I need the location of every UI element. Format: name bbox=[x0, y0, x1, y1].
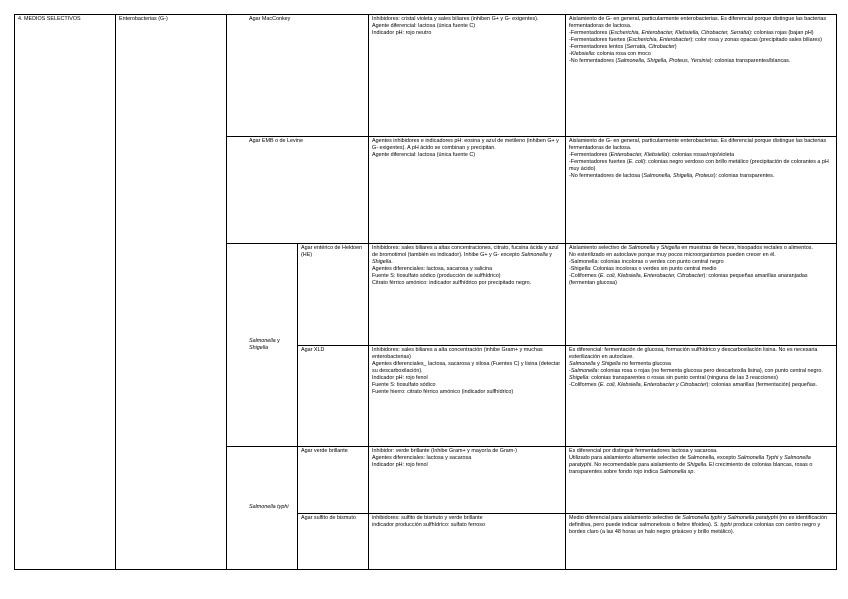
description-line: -Shigella: Colonias incoloras o verdes sin punto central medio bbox=[569, 265, 717, 272]
description-line: -Coliformes (E. coli, Klebsiella, Enterobacter y Citrobacter): colonias amarillas (fermentación) pequeñas. bbox=[569, 382, 818, 389]
group-cell: Enterobacterias (G-) bbox=[116, 15, 227, 570]
composition-cell bbox=[369, 15, 566, 137]
composition-line: Indicador pH: rojo fenol bbox=[372, 461, 428, 468]
description-line: -No fermentadores (Salmonella, Shigella, Proteus, Yersinia): colonias transparentes/blancas. bbox=[569, 58, 791, 64]
description-line: -Klebsiella: colonia rosa con moco bbox=[569, 51, 651, 57]
composition-line: Inhibidores: cristal violeta y sales biliares (inhiben G+ y G- exigentes). bbox=[372, 16, 539, 22]
description-cell bbox=[566, 514, 837, 570]
composition-line: Citrato férrico amónico: indicador sulfhídrico por precipitado negro. bbox=[372, 279, 532, 286]
composition-line: Inhibidores: sales biliares a altas concentraciones, citrato, fucsina ácida y azul de bromotimol (también es indicador). Inhibe G+ y G- excepto Salmonella y Shigella. bbox=[372, 244, 559, 265]
description-line: -Fermentadores lentos (Serratia, Citrobacter) bbox=[569, 44, 677, 50]
description-line: Aislamiento de G- en general, particularmente enterobacterias. Es diferencial porque distingue las bacterias fermentadoras de lactosa. bbox=[569, 16, 827, 29]
description-line: Es diferencial: fermentación de glucosa, formación sulfhídrico y descarboxilación lisina. No es necesaria esterilización en autoclave. bbox=[569, 347, 818, 361]
description-line: Aislamiento de G- en general, particularmente enterobacterias. Es diferencial porque distingue las bacterias fermentadoras de lactosa. bbox=[569, 137, 827, 151]
medium-name: Agar verde brillante bbox=[298, 446, 369, 513]
organism-cell: Salmonella typhi bbox=[227, 446, 298, 569]
description-line: No esterilizado en autoclave porque muy pocos microorganismos pueden crecer en él. bbox=[569, 251, 776, 258]
table-row bbox=[15, 15, 837, 137]
medium-name: Agar MacConkey bbox=[227, 15, 369, 137]
composition-line: Indicador pH: rojo neutro bbox=[372, 30, 432, 36]
description-line: -No fermentadores de lactosa (Salmonella, Shigella, Proteus): colonias transparentes. bbox=[569, 172, 775, 179]
composition-line: Agentes diferenciales_ lactosa, sacarosa y xilosa (Fuentes C) y lisina (detectar su descarboxilación). bbox=[372, 361, 561, 375]
composition-line: Agente diferencial: lactosa (única fuente C) bbox=[372, 151, 476, 158]
composition-line: Fuente S: tiosulfato sódico bbox=[372, 382, 436, 389]
composition-line: indicador producción sulfhídrico: sulfato ferroso bbox=[372, 522, 485, 529]
description-line: Shigella: colonias transparentes o rosas sin punto central (ninguna de las 3 reacciones) bbox=[569, 375, 778, 382]
composition-line: Fuente S: tiosulfato sódico (producción de sulfhídrico) bbox=[372, 272, 501, 279]
composition-line: Agentes diferenciales: lactosa, sacarosa y salicina bbox=[372, 265, 493, 272]
composition-cell bbox=[369, 243, 566, 346]
composition-line: Inhibidor: verde brillante (Inhibe Gram+ y mayoría de Gram-) bbox=[372, 447, 517, 454]
category-cell: 4. MEDIOS SELECTIVOS bbox=[15, 15, 116, 570]
medium-name: Agar entérico de Hektoen (HE) bbox=[298, 243, 369, 346]
description-line: Es diferencial por distinguir fermentadores lactosa y sacarosa. bbox=[569, 447, 718, 454]
composition-line: Agentes diferenciales: lactosa y sacarosa bbox=[372, 454, 472, 461]
description-line: -Fermentadores (Escherichia, Enterobacter, Klebsiella, Citrobacter, Serratia): colonias rojas (bajan pH) bbox=[569, 30, 814, 36]
description-line: -Salmonella: colonias rosa o rojas (no fermenta glucosa pero descarboxila lisina), con punto central negro. bbox=[569, 368, 823, 375]
media-table bbox=[14, 14, 837, 570]
composition-cell bbox=[369, 136, 566, 243]
description-cell bbox=[566, 136, 837, 243]
description-cell bbox=[566, 346, 837, 447]
description-line: Salmonella y Shigella no fermenta glucosa bbox=[569, 361, 671, 368]
description-cell bbox=[566, 446, 837, 513]
organism-cell: Salmonella y Shigella bbox=[227, 243, 298, 446]
description-line: -Salmonella: colonias incoloras o verdes con punto central negro bbox=[569, 258, 724, 265]
composition-cell bbox=[369, 346, 566, 447]
composition-cell bbox=[369, 446, 566, 513]
description-cell bbox=[566, 243, 837, 346]
composition-line: Fuente hierro: citrato férrico amónico (indicador sulfhídrico) bbox=[372, 389, 514, 396]
composition-line: Inhibidores: sales biliares a alta concentración (inhibe Gram+ y muchas enterobacterias) bbox=[372, 347, 543, 361]
medium-name: Agar XLD bbox=[298, 346, 369, 447]
medium-name: Agar EMB o de Levine bbox=[227, 136, 369, 243]
description-line: -Fermentadores fuertes (Escherichia, Enterobacter): color rosa y zonas opacas (precipitado sales biliares) bbox=[569, 37, 822, 43]
composition-line: inhibidores: sulfito de bismuto y verde brillante bbox=[372, 515, 483, 522]
description-line: Utilizado para aislamiento altamente selectivo de Salmonella, excepto Salmonella Typhi y Salmonella paratyphi. No recomendable para aislamiento de Shigella. El crecimiento de colonias blancas, rosas o transparentes sobre fondo rojo indica Salmonella sp. bbox=[569, 454, 813, 475]
description-line: -Fermentadores fuertes (E. coli): colonias negro verdoso con brillo metálico (precipitación de colorantes a pH muy ácido) bbox=[569, 158, 829, 172]
composition-line: Indicador pH: rojo fenol bbox=[372, 375, 428, 382]
medium-name: Agar sulfito de bismuto bbox=[298, 514, 369, 570]
description-line: -Coliformes (E. coli, Klebsiella, Enterobacter, Citrobacter): colonias pequeñas amarillas anaranjadas (fermentan glucosa) bbox=[569, 272, 808, 286]
description-cell bbox=[566, 15, 837, 137]
description-line: Aislamiento selectivo de Salmonella y Shigella en muestras de heces, hisopados rectales o alimentos. bbox=[569, 244, 813, 251]
description-line: Medio diferencial para aislamiento selectivo de Salmonella typhi y Salmonella paratyphi (no es identificación definitiva, pero puede indicar salmonelosis o fiebre tifoidea). S. typhi produce colonias con centro negro y bordes claro (a las 48 horas un halo negro grisáceo y brillo metálico). bbox=[569, 515, 828, 536]
composition-line: Agente diferencial: lactosa (única fuente C) bbox=[372, 23, 476, 29]
composition-line: Agentes inhibidores e indicadores pH: eosina y azul de metileno (inhiben G+ y G- exigentes). A pH ácido se combinan y precipitan. bbox=[372, 137, 559, 151]
composition-cell bbox=[369, 514, 566, 570]
description-line: -Fermentadores (Enterobacter, Klebsiella): colonias rosas/rojo/violeta bbox=[569, 151, 735, 158]
